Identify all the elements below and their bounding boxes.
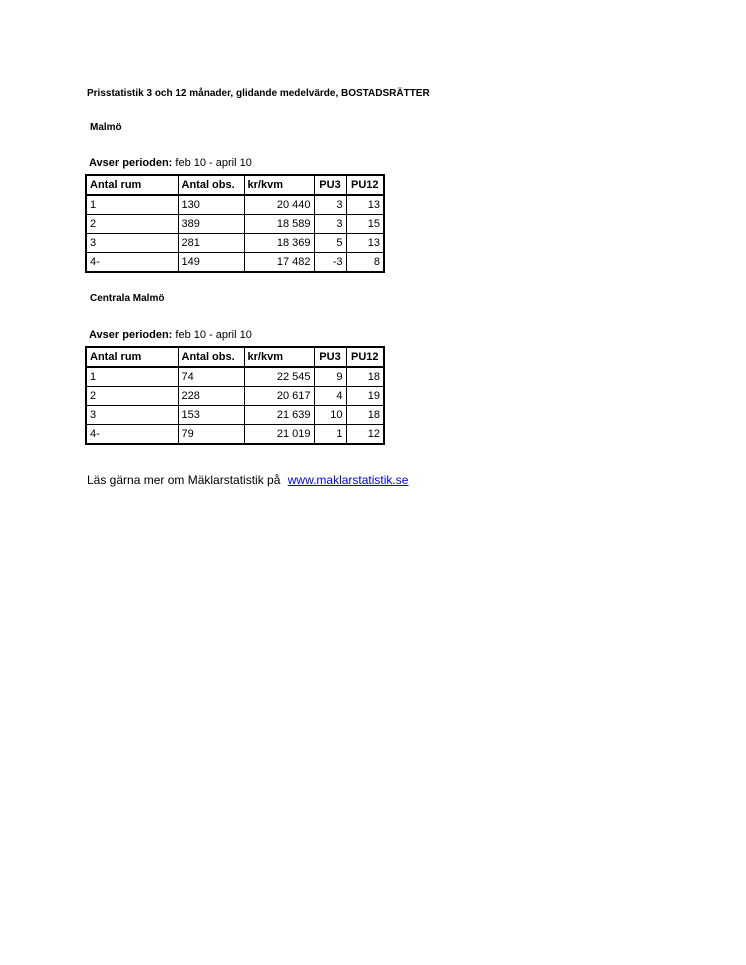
cell-rooms: 4- bbox=[86, 253, 178, 273]
cell-rooms: 1 bbox=[86, 367, 178, 387]
price-table-malmo bbox=[85, 174, 385, 273]
cell-rooms: 4- bbox=[86, 425, 178, 445]
table-row bbox=[86, 425, 384, 445]
cell-pu3: -3 bbox=[314, 253, 346, 273]
cell-pu3: 3 bbox=[314, 195, 346, 215]
document-title: Prisstatistik 3 och 12 månader, glidande medelvärde, BOSTADSRÄTTER bbox=[87, 88, 430, 99]
cell-rooms: 1 bbox=[86, 195, 178, 215]
col-header-pu3: PU3 bbox=[314, 347, 346, 367]
cell-pu12: 13 bbox=[346, 234, 384, 253]
cell-pu3: 10 bbox=[314, 406, 346, 425]
cell-pu3: 9 bbox=[314, 367, 346, 387]
col-header-pu3: PU3 bbox=[314, 175, 346, 195]
cell-pu12: 18 bbox=[346, 367, 384, 387]
col-header-observations: Antal obs. bbox=[178, 175, 244, 195]
cell-pu3: 5 bbox=[314, 234, 346, 253]
cell-price-per-sqm: 18 369 bbox=[244, 234, 314, 253]
col-header-price-per-sqm: kr/kvm bbox=[244, 175, 314, 195]
cell-pu12: 8 bbox=[346, 253, 384, 273]
col-header-rooms: Antal rum bbox=[86, 175, 178, 195]
cell-rooms: 3 bbox=[86, 234, 178, 253]
col-header-pu12: PU12 bbox=[346, 347, 384, 367]
period-value: feb 10 - april 10 bbox=[175, 329, 252, 341]
cell-pu3: 3 bbox=[314, 215, 346, 234]
period-value: feb 10 - april 10 bbox=[175, 157, 252, 169]
cell-observations: 79 bbox=[178, 425, 244, 445]
period-line-malmo bbox=[89, 157, 252, 169]
cell-observations: 130 bbox=[178, 195, 244, 215]
cell-pu12: 12 bbox=[346, 425, 384, 445]
cell-price-per-sqm: 20 440 bbox=[244, 195, 314, 215]
cell-pu3: 4 bbox=[314, 387, 346, 406]
col-header-pu12: PU12 bbox=[346, 175, 384, 195]
cell-price-per-sqm: 21 019 bbox=[244, 425, 314, 445]
cell-rooms: 2 bbox=[86, 215, 178, 234]
cell-observations: 153 bbox=[178, 406, 244, 425]
cell-observations: 74 bbox=[178, 367, 244, 387]
cell-price-per-sqm: 20 617 bbox=[244, 387, 314, 406]
table-row bbox=[86, 387, 384, 406]
cell-rooms: 3 bbox=[86, 406, 178, 425]
table-row bbox=[86, 367, 384, 387]
cell-price-per-sqm: 21 639 bbox=[244, 406, 314, 425]
col-header-price-per-sqm: kr/kvm bbox=[244, 347, 314, 367]
cell-price-per-sqm: 17 482 bbox=[244, 253, 314, 273]
table-row bbox=[86, 234, 384, 253]
cell-rooms: 2 bbox=[86, 387, 178, 406]
section-heading-centrala-malmo: Centrala Malmö bbox=[90, 293, 165, 304]
cell-pu12: 15 bbox=[346, 215, 384, 234]
cell-price-per-sqm: 18 589 bbox=[244, 215, 314, 234]
period-line-centrala-malmo bbox=[89, 329, 252, 341]
table-row bbox=[86, 195, 384, 215]
table-header-row bbox=[86, 347, 384, 367]
cell-price-per-sqm: 22 545 bbox=[244, 367, 314, 387]
section-heading-malmo: Malmö bbox=[90, 122, 122, 133]
cell-pu12: 19 bbox=[346, 387, 384, 406]
maklarstatistik-link[interactable]: www.maklarstatistik.se bbox=[287, 473, 409, 487]
cell-pu12: 13 bbox=[346, 195, 384, 215]
cell-pu3: 1 bbox=[314, 425, 346, 445]
cell-observations: 281 bbox=[178, 234, 244, 253]
footer-text: Läs gärna mer om Mäklarstatistik på bbox=[87, 473, 281, 487]
col-header-rooms: Antal rum bbox=[86, 347, 178, 367]
table-header-row bbox=[86, 175, 384, 195]
table-row bbox=[86, 215, 384, 234]
period-label: Avser perioden: bbox=[89, 329, 173, 341]
period-label: Avser perioden: bbox=[89, 157, 173, 169]
price-table-centrala-malmo bbox=[85, 346, 385, 445]
table-row bbox=[86, 253, 384, 273]
cell-observations: 149 bbox=[178, 253, 244, 273]
table-row bbox=[86, 406, 384, 425]
cell-observations: 228 bbox=[178, 387, 244, 406]
cell-observations: 389 bbox=[178, 215, 244, 234]
footer-note bbox=[87, 473, 408, 487]
cell-pu12: 18 bbox=[346, 406, 384, 425]
col-header-observations: Antal obs. bbox=[178, 347, 244, 367]
